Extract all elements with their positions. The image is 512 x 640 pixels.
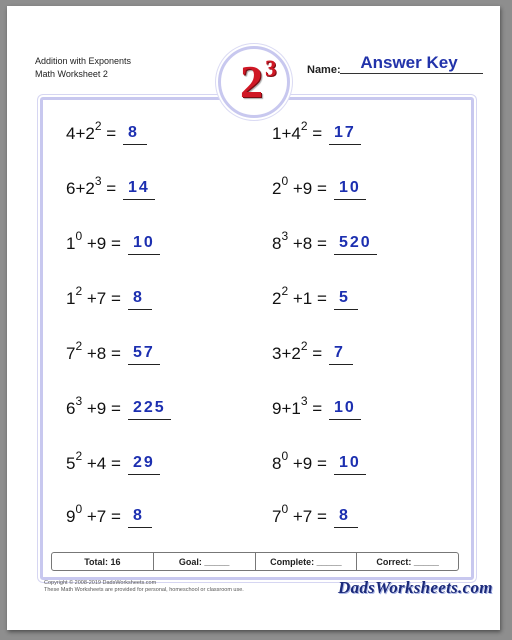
expression-base: 1 <box>66 289 76 308</box>
expression-base: 5 <box>66 454 76 473</box>
answer-line <box>128 364 160 365</box>
problem-row <box>66 448 256 478</box>
brand-logo: DadsWorksheets.com <box>338 578 493 597</box>
expression-base: 8 <box>272 454 282 473</box>
problem-expression <box>66 341 126 364</box>
problem-expression <box>272 341 327 364</box>
expression-tail: = <box>307 124 327 143</box>
problem-expression <box>66 396 126 419</box>
expression-base: 2 <box>272 289 282 308</box>
expression-base: 1+4 <box>272 124 301 143</box>
answer-line <box>334 254 377 255</box>
total-cell: Total: 16 <box>52 553 154 570</box>
expression-exponent: 2 <box>281 284 289 299</box>
usage-text: These Math Worksheets are provided for personal, homeschool or classroom use. <box>44 587 244 593</box>
expression-base: 7 <box>66 344 76 363</box>
expression-base: 1 <box>66 234 76 253</box>
problem-row <box>272 501 462 531</box>
complete-cell: Complete: _____ <box>256 553 358 570</box>
answer-line <box>334 199 366 200</box>
expression-base: 6 <box>66 399 76 418</box>
expression-exponent: 3 <box>300 394 308 409</box>
correct-cell: Correct: _____ <box>376 556 439 567</box>
answer-line <box>329 364 353 365</box>
problem-expression <box>66 121 121 144</box>
answer-value: 520 <box>339 234 372 251</box>
problem-row <box>66 118 256 148</box>
score-summary <box>51 552 459 571</box>
problem-expression <box>66 231 126 254</box>
answer-line <box>334 527 358 528</box>
answer-value: 7 <box>334 344 345 361</box>
worksheet-title <box>35 55 131 81</box>
problem-row <box>66 393 256 423</box>
problem-row <box>272 118 462 148</box>
problem-row <box>66 173 256 203</box>
problem-row <box>66 501 256 531</box>
footer-text <box>44 580 244 594</box>
expression-tail: +9 = <box>82 399 126 418</box>
answer-value: 225 <box>133 399 166 416</box>
goal-cell: Goal: _____ <box>154 553 256 570</box>
answer-line <box>128 254 160 255</box>
name-line <box>340 73 483 74</box>
answer-key-label: Answer Key <box>360 53 458 72</box>
problem-expression <box>66 451 126 474</box>
expression-exponent: 2 <box>75 339 83 354</box>
logo-base: 2 <box>240 56 263 107</box>
title-line-2: Math Worksheet 2 <box>35 69 108 79</box>
answer-line <box>329 144 361 145</box>
answer-value: 10 <box>339 454 361 471</box>
answer-value: 17 <box>334 124 356 141</box>
expression-tail: +9 = <box>288 454 332 473</box>
expression-tail: +9 = <box>82 234 126 253</box>
answer-line <box>123 144 147 145</box>
expression-base: 2 <box>272 179 282 198</box>
expression-exponent: 3 <box>75 394 83 409</box>
expression-base: 6+2 <box>66 179 95 198</box>
expression-exponent: 0 <box>75 502 83 517</box>
answer-line <box>128 474 160 475</box>
problem-expression <box>272 286 332 309</box>
answer-value: 10 <box>339 179 361 196</box>
expression-base: 8 <box>272 234 282 253</box>
answer-line <box>334 309 358 310</box>
expression-exponent: 0 <box>281 174 289 189</box>
name-label: Name: <box>307 64 341 76</box>
problem-row <box>66 338 256 368</box>
answer-value: 14 <box>128 179 150 196</box>
expression-base: 9 <box>66 507 76 526</box>
problem-expression <box>66 176 121 199</box>
expression-tail: +8 = <box>82 344 126 363</box>
expression-tail: +8 = <box>288 234 332 253</box>
expression-exponent: 3 <box>281 229 289 244</box>
expression-tail: +7 = <box>82 289 126 308</box>
answer-value: 8 <box>133 289 144 306</box>
expression-tail: +9 = <box>288 179 332 198</box>
problem-row <box>272 283 462 313</box>
expression-tail: +7 = <box>82 507 126 526</box>
expression-exponent: 2 <box>300 119 308 134</box>
expression-exponent: 3 <box>94 174 102 189</box>
expression-base: 9+1 <box>272 399 301 418</box>
problem-expression <box>272 176 332 199</box>
answer-value: 8 <box>133 507 144 524</box>
problem-row <box>272 338 462 368</box>
answer-value: 8 <box>339 507 350 524</box>
answer-value: 57 <box>133 344 155 361</box>
problem-expression <box>272 504 332 527</box>
problem-row <box>66 228 256 258</box>
answer-value: 10 <box>133 234 155 251</box>
expression-exponent: 2 <box>300 339 308 354</box>
expression-base: 7 <box>272 507 282 526</box>
problem-expression <box>66 504 126 527</box>
exponent-logo <box>218 46 290 118</box>
problem-row <box>66 283 256 313</box>
logo-exponent: 3 <box>265 56 277 81</box>
expression-tail: = <box>307 399 327 418</box>
expression-tail: = <box>101 124 121 143</box>
expression-exponent: 2 <box>94 119 102 134</box>
problem-expression <box>272 121 327 144</box>
problem-row <box>272 173 462 203</box>
expression-tail: +4 = <box>82 454 126 473</box>
copyright-text: Copyright © 2008-2019 DadsWorksheets.com <box>44 580 157 586</box>
problem-row <box>272 448 462 478</box>
expression-exponent: 0 <box>281 449 289 464</box>
problem-expression <box>272 231 332 254</box>
problem-row <box>272 393 462 423</box>
problem-expression <box>66 286 126 309</box>
expression-tail: = <box>101 179 121 198</box>
expression-exponent: 2 <box>75 284 83 299</box>
answer-value: 5 <box>339 289 350 306</box>
answer-line <box>334 474 366 475</box>
answer-line <box>128 527 152 528</box>
answer-line <box>128 309 152 310</box>
expression-exponent: 0 <box>75 229 83 244</box>
problem-row <box>272 228 462 258</box>
problem-expression <box>272 396 327 419</box>
expression-base: 3+2 <box>272 344 301 363</box>
answer-value: 29 <box>133 454 155 471</box>
title-line-1: Addition with Exponents <box>35 56 132 66</box>
expression-exponent: 0 <box>281 502 289 517</box>
answer-value: 10 <box>334 399 356 416</box>
answer-line <box>123 199 155 200</box>
expression-tail: = <box>307 344 327 363</box>
expression-tail: +1 = <box>288 289 332 308</box>
expression-exponent: 2 <box>75 449 83 464</box>
expression-base: 4+2 <box>66 124 95 143</box>
answer-value: 8 <box>128 124 139 141</box>
expression-tail: +7 = <box>288 507 332 526</box>
answer-line <box>128 419 171 420</box>
answer-line <box>329 419 361 420</box>
problem-expression <box>272 451 332 474</box>
